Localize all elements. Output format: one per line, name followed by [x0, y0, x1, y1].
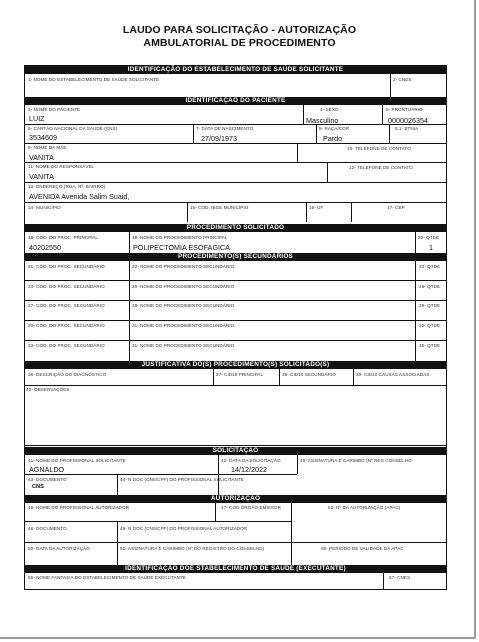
label-cod-secundario: 27- CÓD. DO PROC. SECUNDÁRIO [28, 303, 105, 308]
label-descricao-diagnostico: 36- DESCRIÇÃO DO DIAGNÓSTICO [28, 372, 107, 377]
divider [25, 340, 446, 341]
label-assinatura-solicitante: 45- ASSINATURA E CARIMBO (Nº REG CONSELHO [300, 458, 412, 463]
value-endereco: AVENIDA Avenida Salim Suaid, [29, 192, 130, 201]
divider [415, 232, 416, 253]
section-procedimentos-secundarios: PROCEDIMENTO(S) SECUNDÁRIOS [25, 253, 446, 261]
document-title-line1: LAUDO PARA SOLICITAÇÃO - AUTORIZAÇÃO [122, 24, 357, 36]
value-qtde-principal: 1 [429, 243, 433, 252]
divider [316, 124, 317, 143]
value-cns: 3534609 [29, 133, 57, 142]
divider [297, 143, 298, 162]
divider [382, 105, 383, 124]
label-nome-mae: 9- NOME DA MÃE [28, 145, 67, 150]
divider [117, 521, 118, 542]
label-cod-secundario: 30- CÓD. DO PROC. SECUNDÁRIO [28, 323, 105, 328]
label-nome-secundario: 31- NOME DO PROCEDIMENTO SECUNDÁRIO [132, 323, 235, 328]
label-documento-autorizador: 48- DOCUMENTO [28, 526, 67, 531]
divider [215, 503, 216, 521]
label-doc-num-autorizador: 49- N DOC (CNS/CPF) DO PROFISSIONAL AUTORIZADOR [120, 526, 248, 531]
divider [297, 455, 298, 474]
divider [25, 280, 446, 281]
label-cid-secundario: 38- CID10 SECUNDÁRIO [282, 372, 336, 377]
divider [327, 162, 328, 182]
label-telefone-contato-1: 10- TELEFONE DE CONTATO [347, 146, 411, 151]
label-cod-secundario: 21- CÓD. DO PROC. SECUNDÁRIO [28, 264, 105, 269]
label-telefone-contato-2: 12- TELEFONE DE CONTATO [349, 165, 413, 170]
divider [291, 503, 292, 565]
value-cod-proc-principal: 40202550 [29, 243, 61, 252]
divider [351, 202, 352, 222]
document-title-line2: AMBULATORIAL DE PROCEDIMENTO [143, 37, 336, 49]
label-qtde-secundario: 32- QTDE [419, 323, 441, 328]
divider [25, 202, 446, 203]
label-endereco: 13- ENDEREÇO (RUA, Nº, BAIRRO) [28, 184, 106, 189]
divider [187, 202, 188, 222]
label-profissional-autorizador: 46- NOME DO PROFISSIONAL AUTORIZADOR [28, 505, 130, 510]
divider [218, 455, 219, 496]
value-nome-paciente: LUIZ [29, 114, 45, 123]
section-estabelecimento-solicitante: IDENTIFICAÇÃO DO ESTABELECIMENTO DE SAÚDE SOLICITANTE [25, 66, 446, 74]
section-solicitacao: SOLICITAÇÃO [25, 447, 446, 455]
divider [389, 124, 390, 143]
label-nome-secundario: 25- NOME DO PROCEDIMENTO SECUNDÁRIO [132, 284, 235, 289]
label-qtde-secundario: 23- QTDE [419, 264, 441, 269]
label-nome-secundario: 28- NOME DO PROCEDIMENTO SECUNDÁRIO [132, 303, 235, 308]
value-sexo: Masculino [306, 116, 339, 125]
label-cod-secundario: 24- CÓD. DO PROC. SECUNDÁRIO [28, 284, 105, 289]
divider [25, 474, 297, 475]
divider [117, 474, 118, 496]
label-data-nascimento: 7- DATA DE NASCIMENTO [196, 126, 254, 131]
value-nome-mae: VANITA [29, 153, 54, 162]
divider [129, 261, 130, 361]
label-nome-executante: 56- NOME FANTASIA DO ESTABELECIMENTO DE SAÚDE EXECUTANTE [28, 575, 186, 580]
label-cod-ibge: 15- CÓD. IBGE MUNICÍPIO [190, 205, 249, 210]
label-cod-proc-principal: 18- CÓD. DO PROC. PRINCIPAL [28, 235, 98, 240]
label-uf: 16- UF [309, 205, 324, 210]
label-cnes-executante: 57- CNES [389, 575, 411, 580]
divider [383, 573, 384, 590]
label-raca-cor: 8- RAÇA/COR [319, 126, 350, 131]
label-prontuario: 5- PRONTUÁRIO [386, 107, 423, 112]
divider [25, 385, 446, 386]
label-cep: 17- CEP [387, 205, 405, 210]
label-etnia: 8.1- ETNIA [395, 126, 419, 131]
label-cid-principal: 37- CID10 PRINCIPAL [216, 372, 264, 377]
section-estabelecimento-executante: IDENTIFICAÇÃO DOE STABELECIMENTO DE SAÚDE (EXECUTANTE) [25, 565, 446, 573]
label-nome-secundario: 31- NOME DO PROCEDIMENTO SECUNDÁRIO [132, 343, 235, 348]
value-data-nascimento: 27/09/1973 [201, 134, 237, 143]
label-nome-responsavel: 11- NOME DO RESPONSÁVEL [28, 164, 95, 169]
section-paciente: IDENTIFICAÇÃO DO PACIENTE [25, 97, 446, 105]
label-periodo-validade: 55- PERÍODO DE VALIDADE DA APAC [321, 546, 404, 551]
value-prontuario: 0000026354 [388, 116, 428, 125]
label-nome-secundario: 22- NOME DO PROCEDIMENTO SECUNDÁRIO [132, 264, 235, 269]
divider [117, 542, 118, 565]
divider [390, 74, 391, 97]
divider [353, 369, 354, 385]
value-raca-cor: Pardo [323, 134, 343, 143]
divider [25, 521, 291, 522]
value-data-solicitacao: 14/12/2022 [231, 465, 267, 474]
label-documento-solicitante: 43- DOCUMENTO [28, 477, 67, 482]
label-data-autorizacao: 50- DATA DA AUTORIZAÇÃO [28, 546, 90, 551]
value-nome-proc-principal: POLIPECTOMIA ESOFAGICA [133, 243, 230, 252]
label-cnes-solicitante: 2- CNES [393, 77, 412, 82]
label-municipio: 14- MUNICÍPIO [28, 205, 61, 210]
divider [25, 300, 446, 301]
divider [129, 232, 130, 253]
label-qtde-secundario: 29- QTDE [419, 303, 441, 308]
label-numero-autorizacao: 52- Nº DA AUTORIZAÇÃO (APAC) [328, 505, 401, 510]
divider [193, 124, 194, 143]
divider [25, 182, 446, 183]
divider [279, 369, 280, 385]
value-profissional-solicitante: AGNALDO [29, 465, 65, 474]
label-qtde-principal: 20- QTDE [418, 235, 440, 240]
divider [25, 320, 446, 321]
divider [415, 261, 416, 361]
label-nome-estabelecimento: 1- NOME DO ESTABELECIMENTO DE SAÚDE SOLICITANTE [28, 77, 160, 82]
value-nome-responsavel: VANITA [29, 172, 54, 181]
divider [25, 143, 446, 144]
label-assinatura-autorizador: 51- ASSINATURA E CARIMBO (Nº DO REGISTRO DO CONSELHO) [120, 546, 265, 551]
divider [25, 162, 446, 163]
label-profissional-solicitante: 41- NOME DO PROFISSIONAL SOLICITANTE [28, 458, 126, 463]
divider [303, 105, 304, 124]
section-justificativa: JUSTIFICATIVA DO(S) PROCEDIMENTO(S) SOLICITADO(S) [25, 361, 446, 369]
value-documento-solicitante: CNS [32, 484, 44, 490]
section-procedimento-solicitado: PROCEDIMENTO SOLICITADO [25, 224, 446, 232]
divider [25, 542, 446, 543]
laudo-form [24, 65, 447, 590]
label-observacoes: 40- OBSERVAÇÕES [26, 387, 70, 392]
label-qtde-secundario: 35- QTDE [419, 343, 441, 348]
label-orgao-emissor: 47- CÓD ÓRGÃO EMISSOR [221, 505, 282, 510]
divider [213, 369, 214, 385]
label-cid-causas: 39- CID10 CAUSAS ASSOCIADAS [356, 372, 430, 377]
label-cod-secundario: 33- CÓD. DO PROC. SECUNDÁRIO [28, 343, 105, 348]
divider [25, 124, 446, 125]
label-nome-paciente: 3- NOME DO PACIENTE [28, 107, 81, 112]
divider [25, 445, 446, 446]
label-sexo: 4- SEXO [320, 107, 339, 112]
divider [306, 202, 307, 222]
section-autorizacao: AUTORIZAÇÃO [25, 495, 446, 503]
label-qtde-secundario: 26- QTDE [419, 284, 441, 289]
label-data-solicitacao: 42- DATA DA SOLICITAÇÃO [221, 458, 281, 463]
label-nome-proc-principal: 19- NOME DO PROCEDIMENTO PRINCIPAL [132, 235, 228, 240]
label-doc-num-solicitante: 44- N DOC (CNS/CPF) DO PROFISSIONAL SOLICITANTE [120, 477, 244, 482]
label-cns: 6- CARTÃO NACIONAL DA SAÚDE (CNS) [28, 126, 118, 131]
